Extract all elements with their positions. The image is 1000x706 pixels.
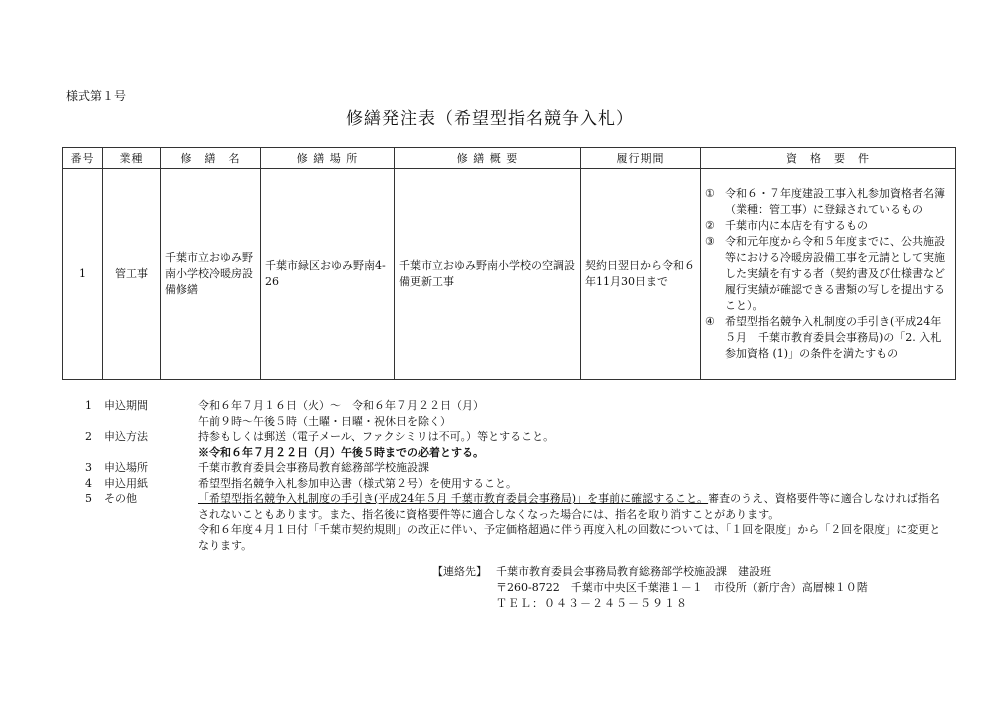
header-requirements: 資 格 要 件 — [701, 148, 956, 169]
section-label: 申込用紙 — [104, 476, 148, 490]
requirement-text: 令和６・７年度建設工事入札参加資格者名簿（業種：管工事）に登録されているもの — [725, 187, 945, 216]
form-number: 様式第１号 — [66, 89, 127, 103]
cell-requirements — [701, 169, 956, 380]
requirement-item — [705, 234, 951, 314]
requirement-text: 千葉市内に本店を有するもの — [725, 219, 868, 232]
section-number: 5 — [85, 492, 92, 505]
contact-phone: ＴＥＬ：０４３－２４５－５９１８ — [496, 597, 688, 610]
application-sections — [66, 398, 946, 553]
table-row — [63, 169, 956, 380]
contact-department: 千葉市教育委員会事務局教育総務部学校施設課 建設班 — [496, 565, 771, 578]
section-number: 2 — [85, 430, 92, 443]
section-text: 千葉市教育委員会事務局教育総務部学校施設課 — [198, 461, 429, 474]
header-period: 履行期間 — [581, 148, 701, 169]
section-number: 4 — [85, 476, 92, 490]
requirement-text: 令和元年度から令和５年度までに、公共施設等における冷暖房設備工事を元請として実施した実績を有する者（契約書及び仕様書など履行実績が確認できる書類の写しを提出すること）。 — [725, 235, 945, 312]
section-label: 申込方法 — [104, 430, 148, 443]
section-text: 令和６年７月１６日（火）～ 令和６年７月２２日（月） — [198, 399, 484, 412]
section-text: 令和６年度４月１日付「千葉市契約規則」の改正に伴い、予定価格超過に伴う再度入札の回数については、「１回を限度」から「２回を限度」に変更となります。 — [198, 523, 941, 552]
cell-repair-location: 千葉市緑区おゆみ野南4-26 — [261, 169, 395, 380]
header-repair-name: 修 繕 名 — [161, 148, 261, 169]
requirement-number: ④ — [705, 315, 715, 328]
header-industry: 業種 — [103, 148, 161, 169]
requirement-item — [705, 314, 951, 362]
deadline-notice: ※令和６年７月２２日（月）午後５時までの必着とする。 — [198, 445, 484, 459]
requirement-number: ③ — [705, 235, 715, 248]
section-application-period — [66, 398, 946, 429]
requirement-item — [705, 218, 951, 234]
cell-repair-name: 千葉市立おゆみ野南小学校冷暖房設備修繕 — [161, 169, 261, 380]
section-text: 持参もしくは郵送（電子メール、ファクシミリは不可。）等とすること。 — [198, 430, 555, 443]
section-text: 希望型指名競争入札参加申込書（様式第２号）を使用すること。 — [198, 476, 517, 490]
header-repair-summary: 修 繕 概 要 — [395, 148, 581, 169]
requirement-number: ② — [705, 219, 715, 232]
contact-label: 【連絡先】 — [432, 565, 487, 578]
section-number: 1 — [85, 399, 92, 412]
cell-repair-summary: 千葉市立おゆみ野南小学校の空調設備更新工事 — [395, 169, 581, 380]
section-application-form — [66, 476, 946, 492]
section-application-method — [66, 429, 946, 460]
section-application-place — [66, 460, 946, 476]
section-label: その他 — [104, 492, 137, 505]
repair-order-table — [62, 147, 956, 380]
page-title: 修繕発注表（希望型指名競争入札） — [346, 109, 634, 129]
section-other-body — [198, 491, 946, 553]
section-number: 3 — [85, 461, 92, 474]
section-label: 申込場所 — [104, 461, 148, 474]
cell-industry: 管工事 — [103, 169, 161, 380]
cell-period: 契約日翌日から令和６年11月30日まで — [581, 169, 701, 380]
guideline-notice: 「希望型指名競争入札制度の手引き(平成24年５月 千葉市教育委員会事務局)」を事前に確認すること。 — [198, 492, 709, 505]
contact-info — [432, 564, 868, 612]
table-header-row — [63, 148, 956, 169]
section-label: 申込期間 — [104, 399, 148, 412]
requirement-text: 希望型指名競争入札制度の手引き(平成24年５月 千葉市教育委員会事務局)の「2. 入札参加資格 (1)」の条件を満たすもの — [725, 315, 942, 360]
contact-address: 〒260-8722 千葉市中央区千葉港１－１ 市役所（新庁舎）高層棟１０階 — [496, 581, 868, 594]
cell-number: 1 — [63, 169, 103, 380]
section-text: 午前９時～午後５時（土曜・日曜・祝休日を除く） — [198, 414, 451, 428]
requirement-item — [705, 186, 951, 218]
section-text: 審査のうえ、資格要件等に適合しなければ指名されないこともあります。また、指名後に資格要件等に適合しなくなった場合には、指名を取り消すことがあります。 — [198, 492, 940, 521]
header-repair-location: 修 繕 場 所 — [261, 148, 395, 169]
header-number: 番号 — [63, 148, 103, 169]
requirement-number: ① — [705, 187, 715, 200]
